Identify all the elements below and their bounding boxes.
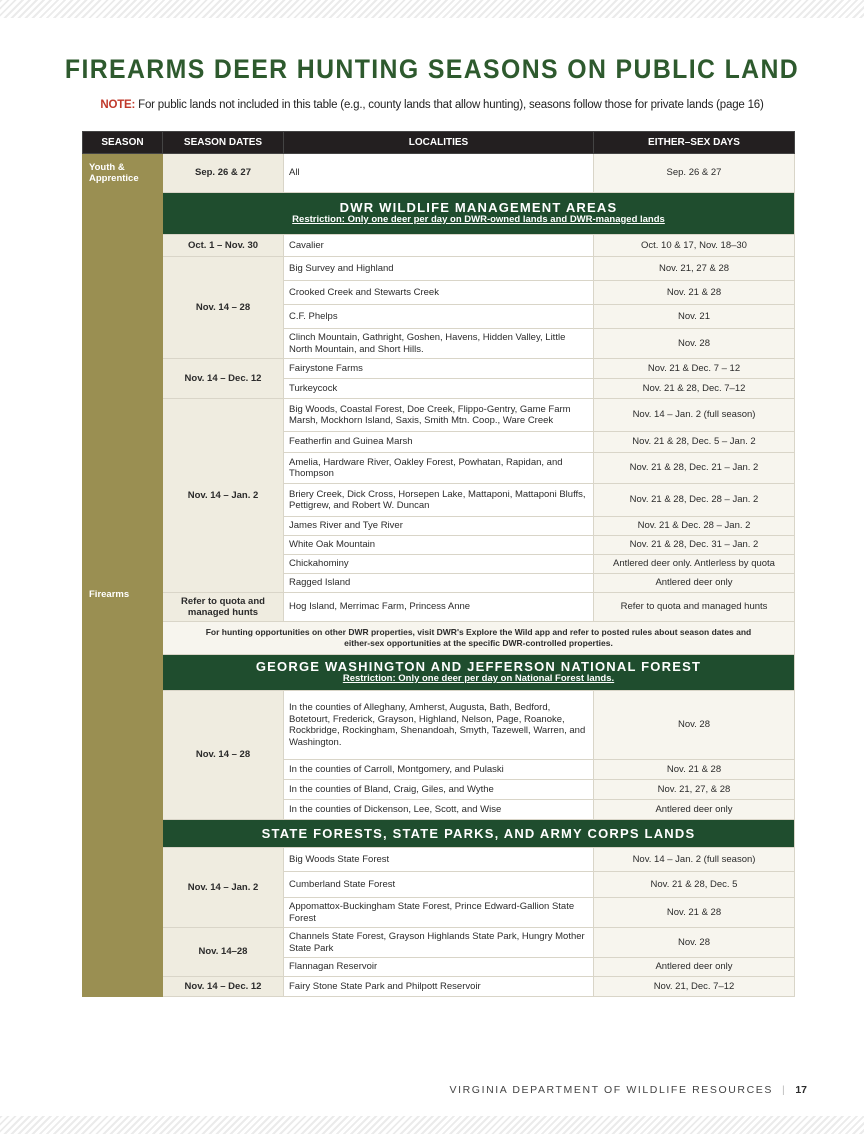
- locality: Chickahominy: [284, 555, 594, 574]
- locality: Briery Creek, Dick Cross, Horsepen Lake, Mattaponi, Mattaponi Bluffs, Pettigrew, and Robert W. Duncan: [284, 484, 594, 517]
- col-header-dates: SEASON DATES: [163, 132, 284, 154]
- locality: Flannagan Reservoir: [284, 958, 594, 977]
- col-header-season: SEASON: [83, 132, 163, 154]
- dwr-section-row: [83, 193, 795, 235]
- locality: Big Woods State Forest: [284, 848, 594, 872]
- locality: Cavalier: [284, 235, 594, 257]
- either-sex-days: Nov. 14 – Jan. 2 (full season): [594, 399, 795, 432]
- either-sex-days: Nov. 21 & Dec. 28 – Jan. 2: [594, 517, 795, 536]
- either-sex-days: Nov. 28: [594, 691, 795, 760]
- note-line: [0, 99, 864, 111]
- either-sex-days: Nov. 21 & 28, Dec. 5: [594, 872, 795, 898]
- footer-org: VIRGINIA DEPARTMENT OF WILDLIFE RESOURCES: [449, 1084, 773, 1096]
- either-sex-days: Nov. 21 & 28, Dec. 31 – Jan. 2: [594, 536, 795, 555]
- col-header-localities: LOCALITIES: [284, 132, 594, 154]
- locality: Ragged Island: [284, 574, 594, 593]
- locality: Amelia, Hardware River, Oakley Forest, Powhatan, Rapidan, and Thompson: [284, 453, 594, 484]
- either-sex-days: Nov. 28: [594, 928, 795, 958]
- either-sex-days: Oct. 10 & 17, Nov. 18–30: [594, 235, 795, 257]
- page-footer: [450, 1084, 808, 1096]
- youth-row: [83, 154, 795, 193]
- either-sex-days: Nov. 21, 27 & 28: [594, 257, 795, 281]
- section-title: GEORGE WASHINGTON AND JEFFERSON NATIONAL FOREST: [255, 659, 702, 674]
- locality: Hog Island, Merrimac Farm, Princess Anne: [284, 593, 594, 622]
- gwj-section-row: [83, 655, 795, 691]
- locality: In the counties of Carroll, Montgomery, and Pulaski: [284, 760, 594, 780]
- season-dates: Nov. 14 – Jan. 2: [163, 399, 284, 593]
- season-dates: Nov. 14 – Jan. 2: [163, 848, 284, 928]
- locality: Appomattox-Buckingham State Forest, Prince Edward-Gallion State Forest: [284, 898, 594, 928]
- either-sex-days: Antlered deer only: [594, 800, 795, 820]
- either-sex-days: Nov. 21 & 28: [594, 281, 795, 305]
- table-row: [83, 399, 795, 432]
- info-row: [83, 622, 795, 655]
- locality: White Oak Mountain: [284, 536, 594, 555]
- locality: In the counties of Bland, Craig, Giles, and Wythe: [284, 780, 594, 800]
- either-sex-days: Nov. 21 & 28, Dec. 7–12: [594, 379, 795, 399]
- locality: Clinch Mountain, Gathright, Goshen, Havens, Hidden Valley, Little North Mountain, and Short Hills.: [284, 329, 594, 359]
- table-row: [83, 257, 795, 281]
- section-restriction: Restriction: Only one deer per day on National Forest lands.: [342, 672, 615, 684]
- table-row: [83, 359, 795, 379]
- locality: In the counties of Alleghany, Amherst, Augusta, Bath, Bedford, Botetourt, Frederick, Grayson, Highland, Nelson, Page, Roanoke, Rockbridge, Rockingham, Shenandoah, Smyth, Tazewell, Warren, and Washington.: [284, 691, 594, 760]
- either-sex-days: Nov. 21 & 28: [594, 898, 795, 928]
- bottom-stripe: [0, 1116, 864, 1134]
- page-title: FIREARMS DEER HUNTING SEASONS ON PUBLIC LAND: [64, 54, 800, 84]
- either-sex-days: Nov. 21 & Dec. 7 – 12: [594, 359, 795, 379]
- season-dates: Nov. 14–28: [163, 928, 284, 977]
- either-sex-days: Nov. 14 – Jan. 2 (full season): [594, 848, 795, 872]
- season-dates: Sep. 26 & 27: [163, 154, 284, 193]
- col-header-either-sex: EITHER–SEX DAYS: [594, 132, 795, 154]
- either-sex-days: Nov. 21 & 28, Dec. 28 – Jan. 2: [594, 484, 795, 517]
- section-title: STATE FORESTS, STATE PARKS, AND ARMY CORPS LANDS: [261, 825, 696, 841]
- top-stripe: [0, 0, 864, 18]
- either-sex-days: Refer to quota and managed hunts: [594, 593, 795, 622]
- season-dates: Refer to quota and managed hunts: [163, 593, 284, 622]
- locality: Fairystone Farms: [284, 359, 594, 379]
- either-sex-days: Nov. 21 & 28, Dec. 21 – Jan. 2: [594, 453, 795, 484]
- table-row: [83, 928, 795, 958]
- dwr-info-note: For hunting opportunities on other DWR properties, visit DWR's Explore the Wild app and refer to posted rules about season dates and either-sex opportunities at the specific DWR-controlled properties.: [163, 622, 795, 655]
- seasons-table: [82, 131, 795, 997]
- note-label: NOTE:: [100, 99, 136, 111]
- note-text: For public lands not included in this table (e.g., county lands that allow hunting), seasons follow those for private lands (page 16): [135, 99, 764, 111]
- season-firearms: Firearms: [83, 193, 163, 997]
- either-sex-days: Antlered deer only. Antlerless by quota: [594, 555, 795, 574]
- locality: Crooked Creek and Stewarts Creek: [284, 281, 594, 305]
- gwj-section-header: [163, 655, 795, 691]
- either-sex-days: Antlered deer only: [594, 958, 795, 977]
- state-section-header: [163, 820, 795, 848]
- table-row: [83, 977, 795, 997]
- dwr-section-header: [163, 193, 795, 235]
- table-row: [83, 235, 795, 257]
- either-sex-days: Nov. 21, 27, & 28: [594, 780, 795, 800]
- table-row: [83, 848, 795, 872]
- either-sex-days: Nov. 21 & 28, Dec. 5 – Jan. 2: [594, 432, 795, 453]
- locality: Big Woods, Coastal Forest, Doe Creek, Flippo-Gentry, Game Farm Marsh, Mockhorn Island, Saxis, Smith Mtn. Coop., Ware Creek: [284, 399, 594, 432]
- season-dates: Nov. 14 – 28: [163, 257, 284, 359]
- section-restriction: Restriction: Only one deer per day on DWR-owned lands and DWR-managed lands: [292, 213, 665, 225]
- either-sex-days: Nov. 21, Dec. 7–12: [594, 977, 795, 997]
- locality: Featherfin and Guinea Marsh: [284, 432, 594, 453]
- either-sex-days: Nov. 28: [594, 329, 795, 359]
- season-dates: Nov. 14 – Dec. 12: [163, 359, 284, 399]
- season-dates: Oct. 1 – Nov. 30: [163, 235, 284, 257]
- table-row: [83, 593, 795, 622]
- locality: In the counties of Dickenson, Lee, Scott, and Wise: [284, 800, 594, 820]
- locality: C.F. Phelps: [284, 305, 594, 329]
- locality: Channels State Forest, Grayson Highlands State Park, Hungry Mother State Park: [284, 928, 594, 958]
- locality: Big Survey and Highland: [284, 257, 594, 281]
- locality: Cumberland State Forest: [284, 872, 594, 898]
- locality: All: [284, 154, 594, 193]
- locality: Turkeycock: [284, 379, 594, 399]
- either-sex-days: Nov. 21: [594, 305, 795, 329]
- section-title: DWR WILDLIFE MANAGEMENT AREAS: [339, 200, 618, 215]
- state-section-row: [83, 820, 795, 848]
- locality: Fairy Stone State Park and Philpott Reservoir: [284, 977, 594, 997]
- locality: James River and Tye River: [284, 517, 594, 536]
- table-row: [83, 691, 795, 760]
- season-dates: Nov. 14 – 28: [163, 691, 284, 820]
- header-row: [83, 132, 795, 154]
- season-youth: Youth & Apprentice: [83, 154, 163, 193]
- page-number: 17: [795, 1084, 807, 1096]
- footer-separator: |: [781, 1084, 787, 1096]
- either-sex-days: Antlered deer only: [594, 574, 795, 593]
- either-sex-days: Nov. 21 & 28: [594, 760, 795, 780]
- either-sex-days: Sep. 26 & 27: [594, 154, 795, 193]
- season-dates: Nov. 14 – Dec. 12: [163, 977, 284, 997]
